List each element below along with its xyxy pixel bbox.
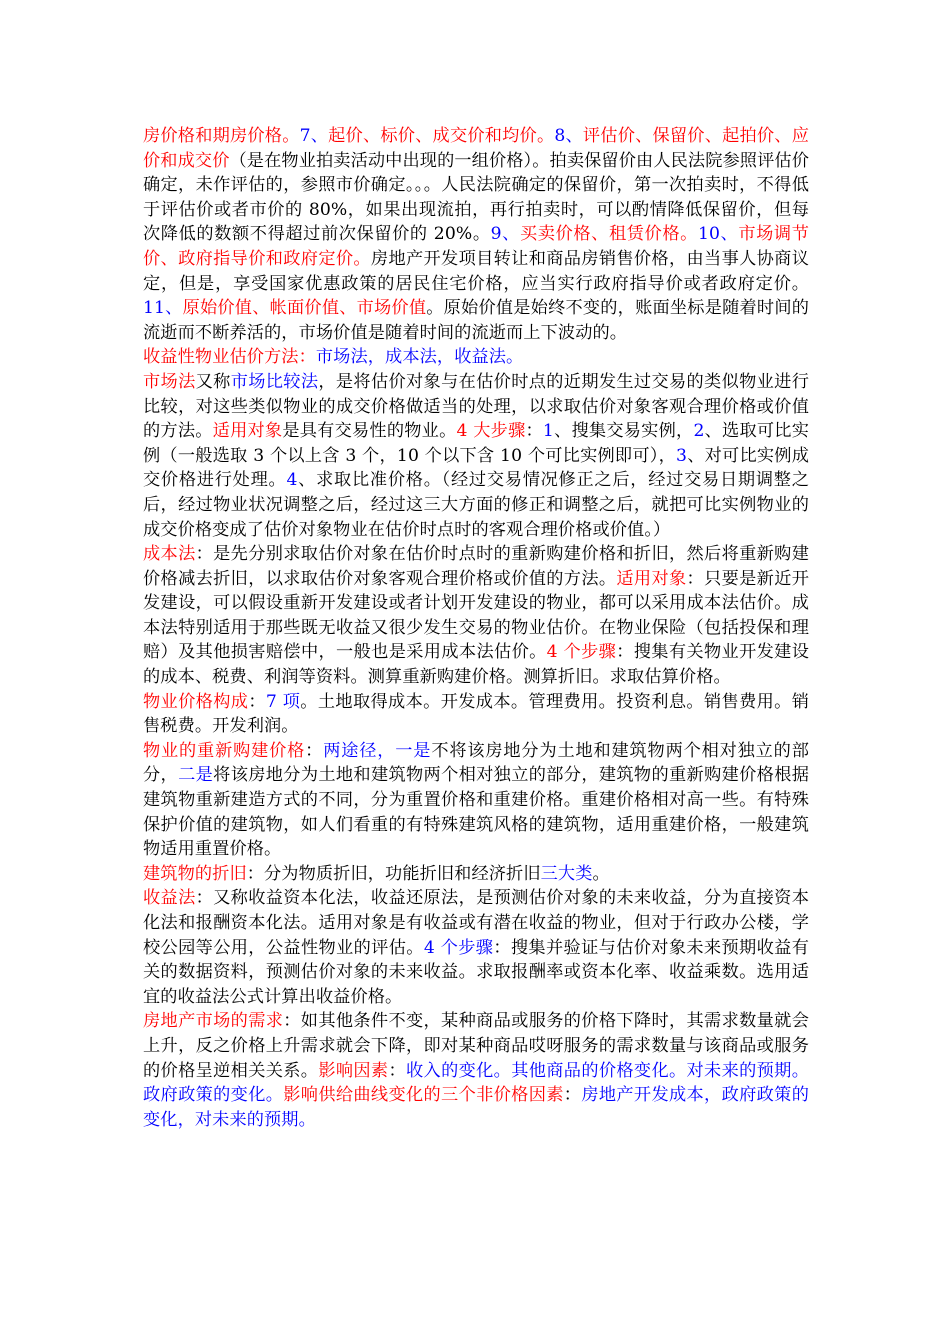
text-run: 房价格和期房价格。 xyxy=(143,126,300,146)
text-run: ，是将估价对象与在估价时点的近期发生过交易的类似物业进行比较，对这些类似物业的成交价格做适当的处理，以求取估价对象客观合理价格或价值的方法。 xyxy=(143,371,810,442)
text-run: 。土地取得成本。开发成本。管理费用。投资利息。销售费用。销售税费。开发利润。 xyxy=(143,691,810,737)
text-run: ：是先分别求取估价对象在估价时点时的重新购建价格和折旧，然后将重新购建价格减去折旧，以求取估价对象客观合理价格或价值的方法。 xyxy=(143,544,809,589)
text-run: 、选取可比实例（一般选取 3 个以上含 3 个，10 个以下含 10 个可比实例即可）， xyxy=(143,421,809,466)
text-run: 3 xyxy=(676,445,688,466)
text-run: 适用对象 xyxy=(616,568,687,589)
text-run: ： xyxy=(305,740,324,761)
text-run: 。 xyxy=(592,863,610,884)
text-run: 市场法，成本法，收益法。 xyxy=(315,347,524,368)
text-run: 4 大步骤 xyxy=(456,421,526,442)
text-run: 4 个步骤 xyxy=(546,642,617,663)
text-run: 市场调节价、政府指导价和政府定价。 xyxy=(143,224,809,269)
text-run: 4 个步骤 xyxy=(423,937,494,958)
paragraph-rebuild-price xyxy=(143,739,809,862)
text-run: 成本法 xyxy=(143,544,196,565)
text-run: ： xyxy=(563,1085,582,1106)
text-run: 两途径，一是 xyxy=(323,740,432,761)
paragraph-income-method xyxy=(143,886,809,1009)
text-run: ：分为物质折旧，功能折旧和经济折旧 xyxy=(246,863,541,884)
text-run: 4 xyxy=(286,470,298,491)
text-run: 2 xyxy=(693,421,705,442)
text-run: 影响供给曲线变化的三个非价格因素 xyxy=(283,1085,564,1106)
text-run: 物业的重新购建价格 xyxy=(143,740,306,761)
paragraph-depreciation xyxy=(143,862,809,887)
text-run: ： xyxy=(388,1060,407,1081)
text-run: 房地产开发成本，政府政策的变化，对未来的预期。 xyxy=(143,1085,809,1130)
text-run: 、求取比准价格。（经过交易情况修正之后，经过交易日期调整之后，经过物业状况调整之后，经过这三大方面的修正和调整之后，就把可比实例物业的成交价格变成了估价对象物业在估价时点时的客观合理价格或价值。） xyxy=(143,470,809,540)
text-run: ：又称收益资本化法，收益还原法，是预测估价对象的未来收益，分为直接资本化法和报酬资本化法。适用对象是有收益或有潜在收益的物业，但对于行政办公楼，学校公园等公用，公益性物业的评估。 xyxy=(143,888,809,958)
text-run: 二是 xyxy=(178,765,214,786)
text-run: 将该房地分为土地和建筑物两个相对独立的部分，建筑物的重新购建价格根据建筑物重新建造方式的不同，分为重置价格和重建价格。重建价格相对高一些。有特殊保护价值的建筑物，如人们看重的有特殊建筑风格的建筑物，适用重建价格，一般建筑物适用重置价格。 xyxy=(143,765,810,860)
text-run: 影响因素 xyxy=(318,1060,389,1081)
text-run: ： xyxy=(525,421,543,442)
text-run: 、对可比实例成交价格进行处理。 xyxy=(143,445,810,491)
text-run: 房地产市场的需求 xyxy=(143,1011,284,1032)
paragraph-market-demand xyxy=(143,1009,809,1132)
text-run: ：搜集有关物业开发建设的成本、税费、利润等资料。测算重新购建价格。测算折旧。求取估算价格。 xyxy=(143,642,809,688)
text-run: 物业价格构成 xyxy=(143,691,249,712)
text-run: 三大类 xyxy=(540,863,593,884)
paragraph-price-composition xyxy=(143,690,809,739)
text-run: ：只要是新近开发建设，可以假设重新开发建设或者计划开发建设的物业，都可以采用成本法估价。成本法特别适用于那些既无收益又很少发生交易的物业估价。在物业保险（包括投保和理赔）及其他损害赔偿中，一般也是采用成本法估价。 xyxy=(143,568,810,663)
text-run: 。原始价值是始终不变的，账面坐标是随着时间的流逝而不断养活的，市场价值是随着时间的流逝而上下波动的。 xyxy=(143,298,810,343)
text-run: 原始价值、帐面价值、市场价值 xyxy=(182,298,427,319)
text-run: 9、 xyxy=(490,224,520,245)
paragraph-price-types xyxy=(143,124,809,345)
text-run: 房地产开发项目转让和商品房销售价格，由当事人协商议定，但是，享受国家优惠政策的居民住宅价格，应当实行政府指导价或者政府定价。 xyxy=(143,248,809,294)
text-run: 评估价、保留价、起拍价、应价和成交价 xyxy=(143,126,809,171)
text-run: 不将该房地分为土地和建筑物两个相对独立的部分， xyxy=(143,740,809,786)
text-run: 收益法 xyxy=(143,888,196,909)
text-run: 11、 xyxy=(143,298,183,319)
text-run: 建筑物的折旧 xyxy=(143,863,247,884)
text-run: 、搜集交易实例， xyxy=(553,421,694,442)
text-run: 7 项 xyxy=(265,691,301,712)
text-run: 收益性物业估价方法： xyxy=(143,347,316,368)
paragraph-valuation-methods xyxy=(143,345,809,370)
text-run: 收入的变化。其他商品的价格变化。对未来的预期。政府政策的变化。 xyxy=(143,1060,810,1106)
text-run: 8、 xyxy=(554,126,583,146)
paragraph-market-method xyxy=(143,370,809,542)
text-run: 市场比较法 xyxy=(230,371,319,392)
text-run: 1 xyxy=(542,421,554,442)
paragraph-cost-method xyxy=(143,542,809,690)
text-run: ：如其他条件不变，某种商品或服务的价格下降时，其需求数量就会上升，反之价格上升需求就会下降，即对某种商品哎呀服务的需求数量与该商品或服务的价格呈逆相关关系。 xyxy=(143,1011,809,1081)
text-run: 买卖价格、租赁价格。 xyxy=(519,224,698,245)
text-run: 10、 xyxy=(697,224,739,245)
text-run: 又称 xyxy=(195,371,231,392)
text-run: ： xyxy=(248,691,266,712)
text-run: 7、 xyxy=(299,126,329,146)
text-run: 起价、标价、成交价和均价。 xyxy=(328,126,555,146)
text-run: ：搜集并验证与估价对象未来预期收益有关的数据资料，预测估价对象的未来收益。求取报酬率或资本化率、收益乘数。选用适宜的收益法公式计算出收益价格。 xyxy=(143,937,809,1007)
text-run: 市场法 xyxy=(143,371,196,392)
text-run: 是具有交易性的物业。 xyxy=(282,421,457,442)
text-run: （是在物业拍卖活动中出现的一组价格）。拍卖保留价由人民法院参照评估价确定，未作评估的，参照市价确定。。。人民法院确定的保留价，第一次拍卖时，不得低于评估价或者市价的 80%，如果出现流拍，再行拍卖时，可以酌情降低保留价，但每次降低的数额不得超过前次保留价的 20%。 xyxy=(143,150,809,245)
document-body xyxy=(143,124,809,1132)
text-run: 适用对象 xyxy=(212,421,283,442)
